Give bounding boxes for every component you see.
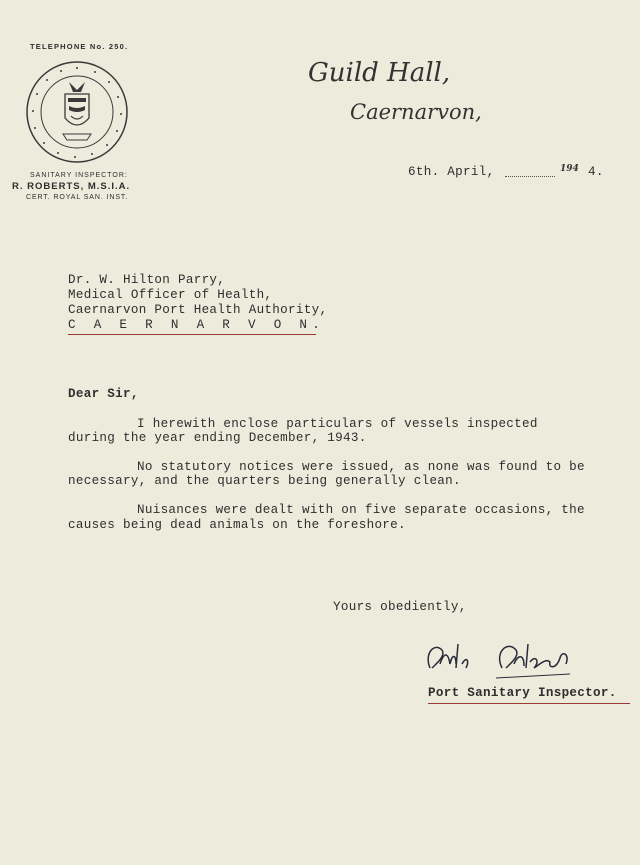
paragraph-3-line-2: causes being dead animals on the foreshore. — [68, 518, 406, 532]
telephone-number: TELEPHONE No. 250. — [30, 42, 129, 51]
recipient-underline — [68, 334, 316, 335]
recipient-town: C A E R N A R V O N. — [68, 318, 326, 332]
paragraph-1-line-1: I herewith enclose particulars of vessels inspected — [137, 417, 538, 431]
date-year-suffix: 4. — [588, 165, 604, 179]
handwritten-signature-icon — [420, 634, 590, 682]
date-day-month: 6th. April, — [408, 165, 495, 179]
closing: Yours obediently, — [333, 600, 467, 614]
paragraph-2-line-1: No statutory notices were issued, as none was found to be — [137, 460, 585, 474]
inspector-certification: CERT. ROYAL SAN. INST. — [26, 194, 129, 201]
recipient-name: Dr. W. Hilton Parry, — [68, 273, 226, 287]
signatory-underline — [428, 703, 630, 704]
inspector-title: SANITARY INSPECTOR: — [30, 172, 128, 179]
date-year-prefix: 194 — [560, 164, 579, 174]
salutation: Dear Sir, — [68, 387, 139, 401]
paragraph-2-line-2: necessary, and the quarters being generally clean. — [68, 474, 461, 488]
caernarvon-borough-seal-icon — [25, 60, 129, 164]
letterhead-town: Caernarvon, — [350, 100, 482, 124]
date-dotted-rule — [505, 176, 555, 177]
signatory-role: Port Sanitary Inspector. — [428, 686, 617, 700]
inspector-name: R. ROBERTS, M.S.I.A. — [12, 181, 131, 192]
paragraph-3-line-1: Nuisances were dealt with on five separate occasions, the — [137, 503, 585, 517]
letterhead-hall: Guild Hall, — [308, 58, 451, 88]
paragraph-1-line-2: during the year ending December, 1943. — [68, 431, 367, 445]
recipient-authority: Caernarvon Port Health Authority, — [68, 303, 328, 317]
recipient-position: Medical Officer of Health, — [68, 288, 273, 302]
